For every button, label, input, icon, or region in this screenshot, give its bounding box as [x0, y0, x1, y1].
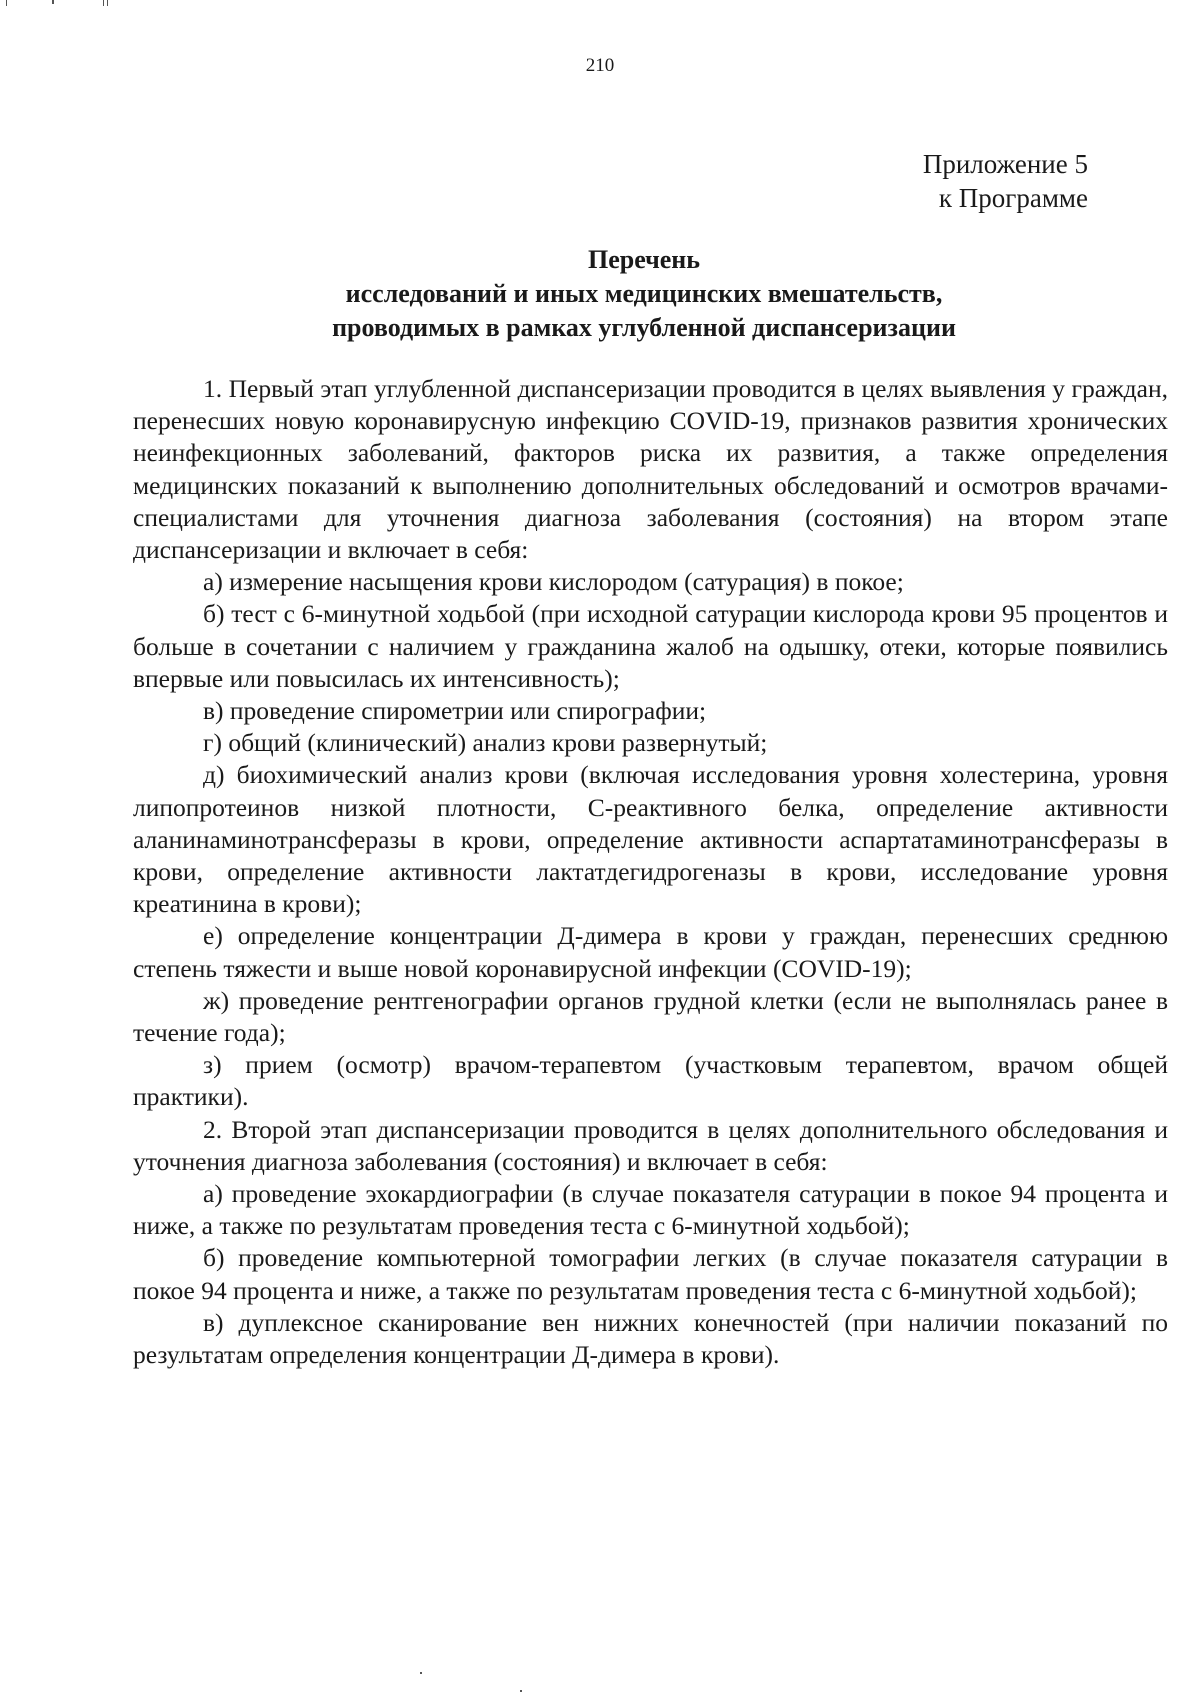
appendix-line-1: Приложение 5	[922, 149, 1088, 179]
scan-artifact	[6, 0, 7, 6]
list-item-1g: г) общий (клинический) анализ крови развернутый;	[203, 728, 768, 758]
list-item-2v: в) дуплексное сканирование вен нижних конечностей (при наличии показаний по результатам определения концентрации Д-димера в крови).	[133, 1307, 1168, 1370]
scan-artifact	[420, 1672, 422, 1674]
list-item-2b: б) проведение компьютерной томографии легких (в случае показателя сатурации в покое 94 процента и ниже, а также по результатам проведения теста с 6-минутной ходьбой);	[133, 1243, 1168, 1305]
scan-artifact	[52, 0, 54, 4]
list-item-2a: а) проведение эхокардиографии (в случае показателя сатурации в покое 94 процента и ниже, а также по результатам проведения теста с 6-минутной ходьбой);	[133, 1179, 1168, 1241]
list-item-1e: е) определение концентрации Д-димера в крови у граждан, перенесших среднюю степень тяжести и выше новой коронавирусной инфекции (COVID-19);	[133, 921, 1168, 983]
page-number: 210	[585, 55, 615, 76]
scan-artifact	[103, 0, 104, 6]
document-title	[0, 243, 1200, 345]
title-line-2: исследований и иных медицинских вмешательств,	[345, 279, 943, 308]
list-item-1z: з) прием (осмотр) врачом-терапевтом (участковым терапевтом, врачом общей практики).	[133, 1050, 1168, 1112]
list-item-1b: б) тест с 6-минутной ходьбой (при исходной сатурации кислорода крови 95 процентов и больше в сочетании с наличием у гражданина жалоб на одышку, отеки, которые появились впервые или повысилась их интенсивность);	[133, 599, 1168, 693]
list-item-1d: д) биохимический анализ крови (включая исследования уровня холестерина, уровня липопротеинов низкой плотности, С-реактивного белка, определение активности аланинаминотрансферазы в крови, определение активности аспартатаминотрансферазы в крови, определение активности лактатдегидрогеназы в крови, исследование уровня креатинина в крови);	[133, 760, 1168, 919]
paragraph-stage-2: 2. Второй этап диспансеризации проводится в целях дополнительного обследования и уточнения диагноза заболевания (состояния) и включает в себя:	[133, 1114, 1168, 1176]
paragraph-stage-1: 1. Первый этап углубленной диспансеризации проводится в целях выявления у граждан, перенесших новую коронавирусную инфекцию COVID-19, признаков развития хронических неинфекционных заболеваний, факторов риска их развития, а также определения медицинских показаний к выполнению дополнительных обследований и осмотров врачами-специалистами для уточнения диагноза заболевания (состояния) на втором этапе диспансеризации и включает в себя:	[133, 374, 1168, 565]
scan-artifact	[107, 0, 108, 6]
appendix-line-2: к Программе	[938, 183, 1088, 213]
title-line-1: Перечень	[587, 245, 701, 274]
appendix-label	[923, 147, 1088, 215]
list-item-1v: в) проведение спирометрии или спирографии;	[203, 696, 707, 726]
document-body	[133, 373, 1168, 1371]
list-item-1a: а) измерение насыщения крови кислородом (сатурация) в покое;	[203, 567, 904, 597]
scan-artifact	[520, 1690, 522, 1692]
title-line-3: проводимых в рамках углубленной диспансеризации	[332, 313, 956, 342]
list-item-1zh: ж) проведение рентгенографии органов грудной клетки (если не выполнялась ранее в течение года);	[133, 985, 1168, 1048]
